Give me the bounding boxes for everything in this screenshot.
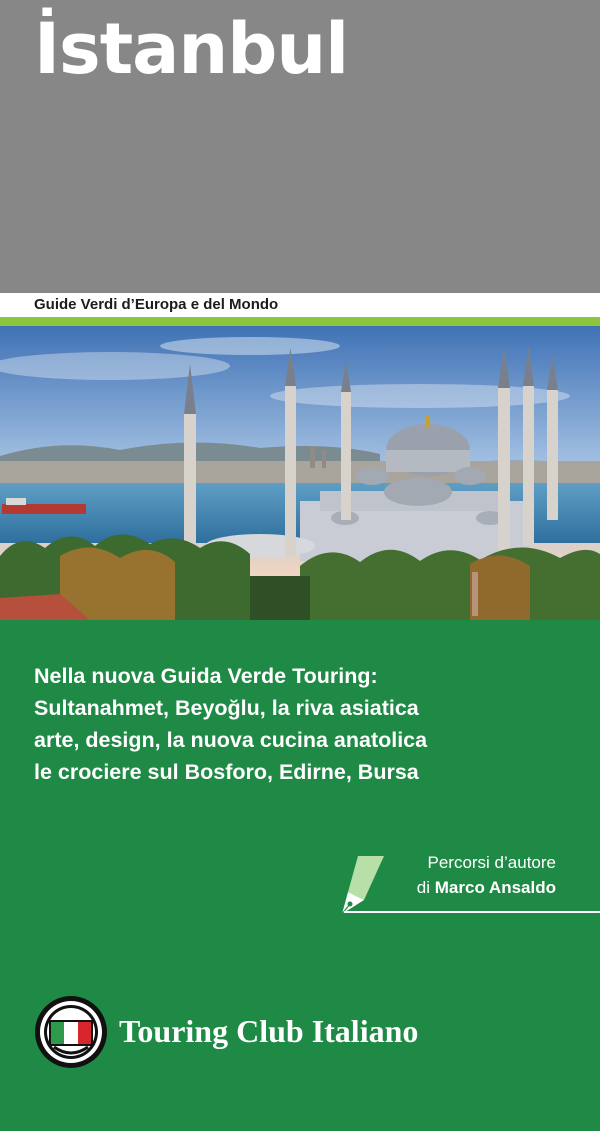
author-label: Percorsi d’autore [427,853,556,872]
accent-stripe [0,317,600,326]
tagline-line: arte, design, la nuova cucina anatolica [34,728,428,752]
title-band [0,0,600,293]
tci-shield-icon [34,995,108,1069]
tagline [34,660,427,788]
fountain-pen-icon [336,854,386,916]
tagline-line: Sultanahmet, Beyoğlu, la riva asiatica [34,696,419,720]
author-divider [344,911,600,913]
tagline-line: Nella nuova Guida Verde Touring: [34,664,378,688]
book-title: İstanbul [34,8,349,90]
author-credit [417,878,556,898]
cover-photo [0,326,600,620]
publisher-name: Touring Club Italiano [119,1013,419,1049]
author-name: Marco Ansaldo [434,878,556,897]
series-band [0,293,600,317]
author-prefix: di [416,878,431,897]
tagline-line: le crociere sul Bosforo, Edirne, Bursa [34,760,419,784]
series-name: Guide Verdi d’Europa e del Mondo [34,296,279,313]
